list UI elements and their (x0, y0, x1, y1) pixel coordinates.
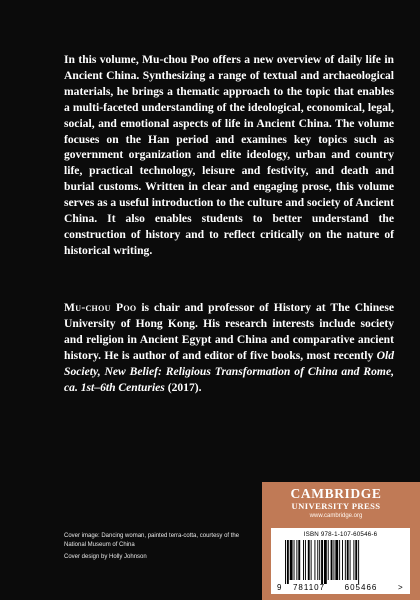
barcode-bar (311, 540, 312, 580)
barcode-lead-digit: 9 (277, 583, 282, 592)
barcode-bar (333, 540, 334, 580)
barcode-digits-left: 781107 (292, 583, 326, 592)
cover-credits (64, 532, 254, 566)
barcode-bar (290, 540, 293, 580)
barcode-bar (328, 540, 329, 580)
barcode-bar (317, 540, 318, 580)
author-biography (64, 300, 394, 395)
author-name: Mu-chou Poo (64, 301, 137, 314)
barcode-bar (350, 540, 351, 580)
barcode-bar (347, 540, 349, 580)
barcode-digits-right: 605466 (344, 583, 378, 592)
publisher-url: www.cambridge.org (309, 513, 363, 519)
barcode-bar (305, 540, 306, 580)
cover-design-credit: Cover design by Holly Johnson (64, 554, 147, 560)
publisher-box (262, 482, 420, 600)
publisher-name-line1: CAMBRIDGE (290, 486, 382, 501)
author-bio-year: (2017). (164, 380, 202, 394)
barcode-bar (339, 540, 340, 580)
barcode-bar (314, 540, 315, 580)
author-bio-text: is chair and professor of History at The Chinese University of Hong Kong. His research interests include society and religion in Ancient Egypt and China and comparative ancient history. He is author of and editor of five books, most recently (64, 301, 394, 362)
barcode-bar (353, 540, 354, 580)
publisher-name-line2: UNIVERSITY PRESS (291, 501, 381, 511)
barcode-bar (342, 540, 343, 580)
barcode-bar (296, 540, 297, 580)
barcode-bar (321, 540, 323, 584)
barcode-bar (303, 540, 304, 580)
barcode-bar (358, 540, 359, 584)
barcode-bar (287, 540, 289, 584)
isbn-number: ISBN 978-1-107-60546-6 (303, 531, 378, 538)
cover-image-credit: Cover image: Dancing woman, painted terra-cotta, courtesy of the National Museum of China (64, 533, 240, 548)
barcode-bar (294, 540, 295, 580)
barcode-bars (285, 540, 359, 584)
barcode-bar (324, 540, 327, 584)
barcode-bar (298, 540, 300, 580)
barcode-bar (331, 540, 333, 580)
book-description: In this volume, Mu-chou Poo offers a new overview of daily life in Ancient China. Synthesizing a range of textual and archaeological materials, he brings a thematic approach to the topic that enables a multi-faceted understanding of the ideological, economical, legal, social, and emotional aspects of life in Ancient China. The volume focuses on the Han period and examines key topics such as government organization and elite ideology, urban and country life, practical technology, leisure and festivity, and death and burial customs. Written in clear and engaging prose, this volume serves as a useful introduction to the culture and society of Ancient China. It also enables students to better understand the construction of history and to reflect critically on the nature of historical writing. (64, 53, 394, 257)
barcode-graphic (271, 528, 410, 594)
barcode-bar (335, 540, 338, 580)
publisher-logo (271, 487, 401, 520)
barcode-end-mark: > (398, 583, 403, 592)
barcode-bar (355, 540, 357, 580)
recent-book-title: Old Society, New Belief: Religious Transformation of China and Rome, ca. 1st–6th Centuries (64, 348, 394, 394)
barcode-bar (285, 540, 286, 584)
barcode-bar (345, 540, 346, 580)
isbn-barcode (271, 528, 410, 594)
barcode-bar (308, 540, 310, 580)
barcode-bar (319, 540, 320, 580)
